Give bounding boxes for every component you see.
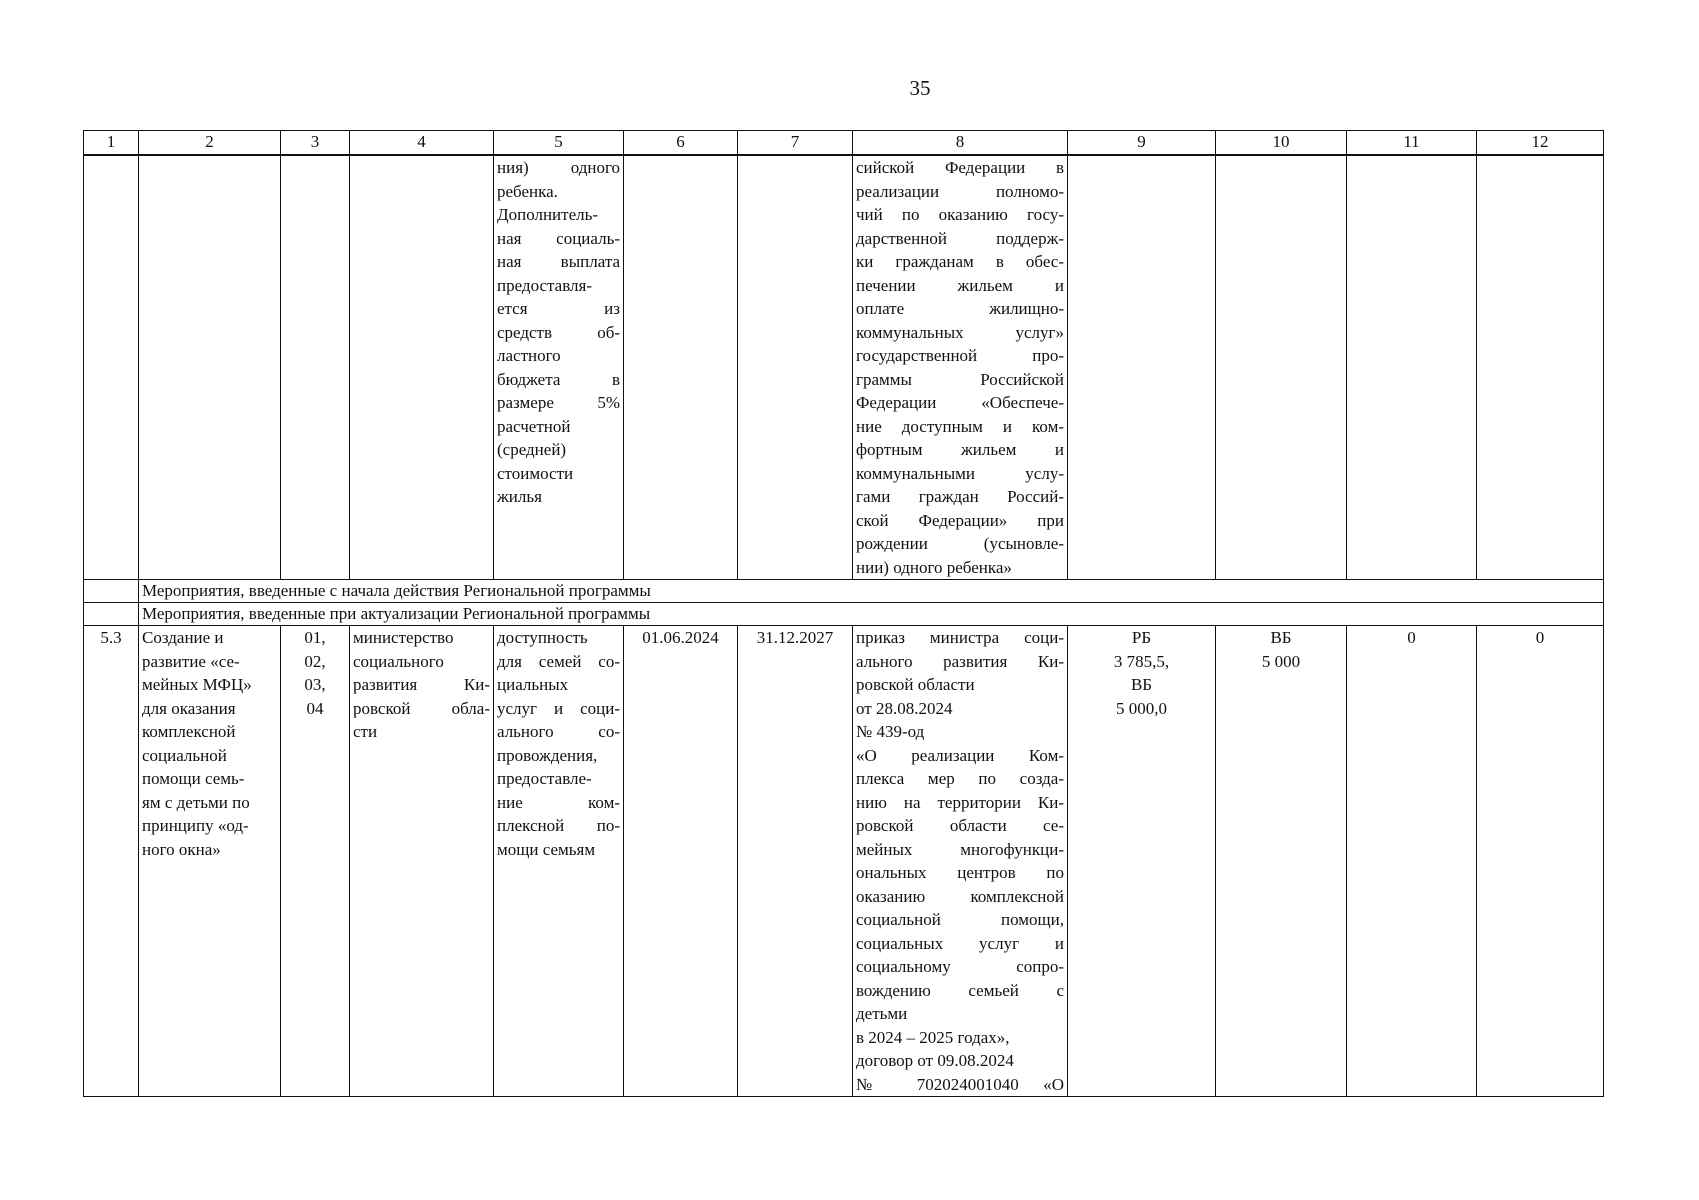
cell-measure: Создание и развитие «се- мейных МФЦ» для оказания комплексной социальной помощи семь- ям с детьми по принципу «од- ного окна» xyxy=(139,626,281,1097)
cell-funding-2024: РБ 3 785,5, ВБ 5 000,0 xyxy=(1068,626,1216,1097)
cell-start-date: 01.06.2024 xyxy=(624,626,738,1097)
cell-funding-2026: 0 xyxy=(1347,626,1477,1097)
col-header: 3 xyxy=(281,131,350,156)
cell-funding-2027: 0 xyxy=(1477,626,1604,1097)
col-header: 6 xyxy=(624,131,738,156)
cell-codes: 01, 02, 03, 04 xyxy=(281,626,350,1097)
col-header: 12 xyxy=(1477,131,1604,156)
section-title: Мероприятия, введенные при актуализации Региональной программы xyxy=(139,603,1604,626)
cell-funding-2025: ВБ 5 000 xyxy=(1216,626,1347,1097)
col-header: 11 xyxy=(1347,131,1477,156)
col-header: 10 xyxy=(1216,131,1347,156)
col-header: 8 xyxy=(853,131,1068,156)
cell-legal-basis: приказ министра соци- ального развития Ки- ровской области от 28.08.2024 № 439-од «О реализации Ком- плекса мер по созда- нию на территории Ки- ровской области се- мейных многофункци- ональных центров по оказанию комплексной социальной помощи, социальных услуг и социальному сопро- вождению семьей с детьми в 2024 – 2025 годах», договор от 09.08.2024 № 702024001040 «О xyxy=(853,626,1068,1097)
cell-executor: министерство социального развития Ки- ровской обла- сти xyxy=(350,626,494,1097)
col-header: 7 xyxy=(738,131,853,156)
cell-number: 5.3 xyxy=(84,626,139,1097)
cell-result: доступность для семей со- циальных услуг и соци- ального со- провождения, предоставле- ние ком- плексной по- мощи семьям xyxy=(494,626,624,1097)
program-table xyxy=(83,130,1604,1097)
col-header: 9 xyxy=(1068,131,1216,156)
section-row xyxy=(84,603,1604,626)
cell-legal-basis: сийской Федерации в реализации полномо- чий по оказанию госу- дарственной поддерж- ки гражданам в обес- печении жильем и оплате жилищно- коммунальных услуг» государственной про- граммы Российской Федерации «Обеспече- ние доступным и ком- фортным жильем и коммунальными услу- гами граждан Россий- ской Федерации» при рождении (усыновле- нии) одного ребенка» xyxy=(853,155,1068,580)
section-row xyxy=(84,580,1604,603)
col-header: 5 xyxy=(494,131,624,156)
table-row xyxy=(84,626,1604,1097)
section-title: Мероприятия, введенные с начала действия Региональной программы xyxy=(139,580,1604,603)
continuation-row xyxy=(84,155,1604,580)
col-header: 1 xyxy=(84,131,139,156)
col-header: 2 xyxy=(139,131,281,156)
cell-end-date: 31.12.2027 xyxy=(738,626,853,1097)
column-number-row xyxy=(84,131,1604,156)
col-header: 4 xyxy=(350,131,494,156)
page-number: 35 xyxy=(909,76,931,100)
cell-description: ния) одного ребенка. Дополнитель- ная социаль- ная выплата предоставля- ется из средств об- ластного бюджета в размере 5% расчетной (средней) стоимости жилья xyxy=(494,155,624,580)
